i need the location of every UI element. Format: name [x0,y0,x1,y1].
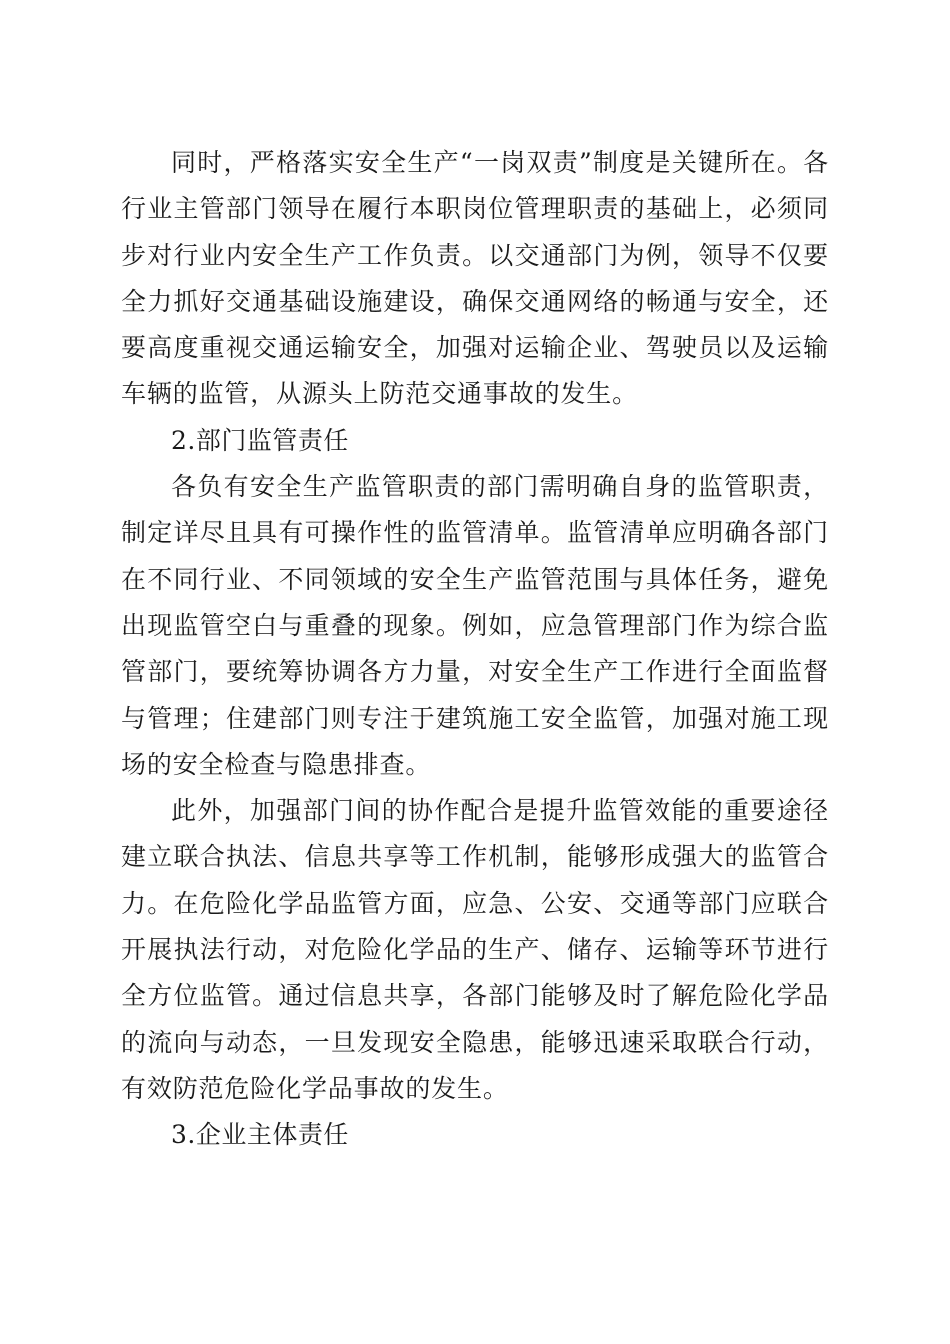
paragraph-supervision-duties: 各负有安全生产监管职责的部门需明确自身的监管职责，制定详尽且具有可操作性的监管清单。监管清单应明确各部门在不同行业、不同领域的安全生产监管范围与具体任务，避免出现监管空白与重叠的现象。例如，应急管理部门作为综合监管部门，要统筹协调各方力量，对安全生产工作进行全面监督与管理；住建部门则专注于建筑施工安全监管，加强对施工现场的安全检查与隐患排查。 [121,472,829,779]
paragraph-interdepartment-cooperation: 此外，加强部门间的协作配合是提升监管效能的重要途径建立联合执法、信息共享等工作机制，能够形成强大的监管合力。在危险化学品监管方面，应急、公安、交通等部门应联合开展执法行动，对危险化学品的生产、储存、运输等环节进行全方位监管。通过信息共享，各部门能够及时了解危险化学品的流向与动态，一旦发现安全隐患，能够迅速采取联合行动，有效防范危险化学品事故的发生。 [121,796,829,1103]
section-heading-enterprise-responsibility: 3.企业主体责任 [171,1120,349,1150]
paragraph-one-post-two-duties: 同时，严格落实安全生产“一岗双责”制度是关键所在。各行业主管部门领导在履行本职岗位管理职责的基础上，必须同步对行业内安全生产工作负责。以交通部门为例，领导不仅要全力抓好交通基础设施建设，确保交通网络的畅通与安全，还要高度重视交通运输安全，加强对运输企业、驾驶员以及运输车辆的监管，从源头上防范交通事故的发生。 [121,148,829,409]
section-heading-department-supervision: 2.部门监管责任 [171,425,349,455]
document-body [121,140,829,1159]
